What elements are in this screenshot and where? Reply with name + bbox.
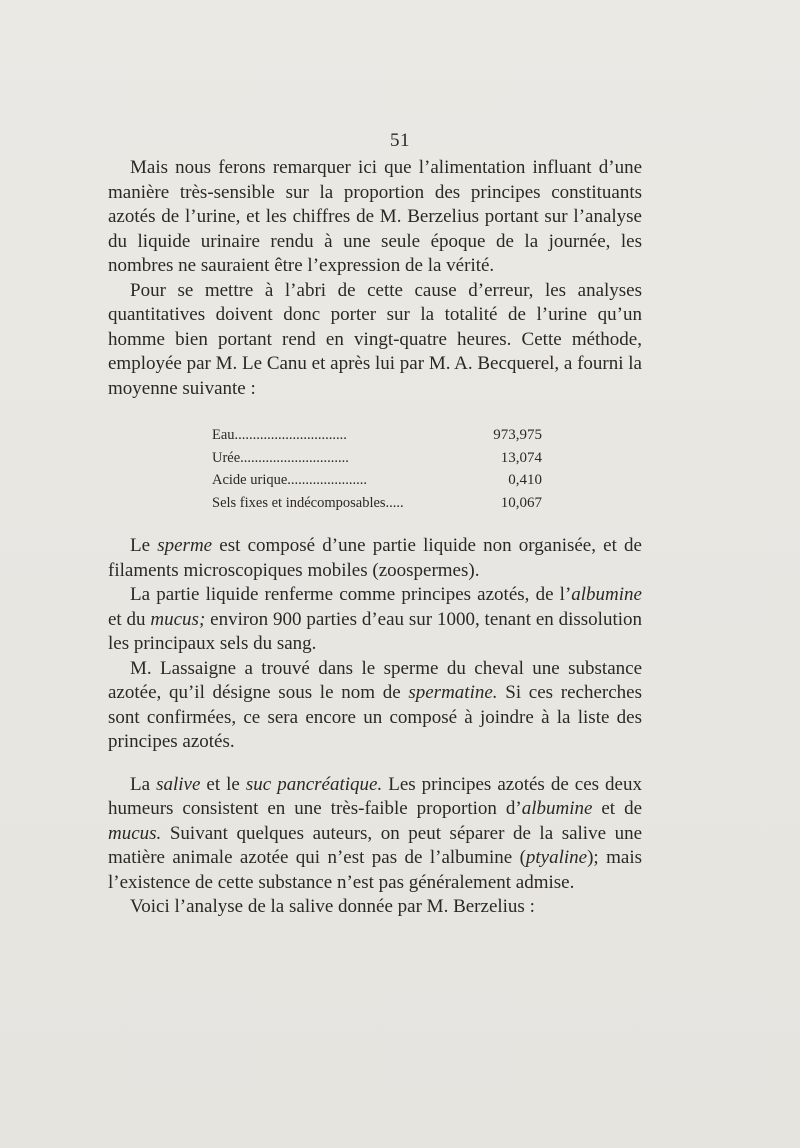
page-number: 51 xyxy=(390,130,410,151)
paragraph-7: Voici l’analyse de la salive donnée par M. Berzelius : xyxy=(130,896,535,917)
table-row xyxy=(212,492,542,515)
table-row xyxy=(212,469,542,492)
paragraph-1: Mais nous ferons remarquer ici que l’alimentation influant d’une manière très-sensible sur la proportion des principes constituants azotés de l’urine, et les chiffres de M. Berzelius portant sur l’analyse du liquide urinaire rendu à une seule époque de la journée, les nombres ne sauraient être l’expression de la vérité. xyxy=(108,157,642,276)
text-block-lower xyxy=(108,534,642,920)
table-row-value: 13,074 xyxy=(500,449,542,466)
urine-composition-table xyxy=(212,424,542,514)
paragraph-3: Le sperme est composé d’une partie liquide non organisée, et de filaments microscopiques mobiles (zoospermes). xyxy=(108,535,642,581)
text-block-upper xyxy=(108,156,642,401)
table-row-label: Eau............................... xyxy=(212,427,347,443)
table-row-label: Urée.............................. xyxy=(212,449,349,466)
table-row-value: 973,975 xyxy=(493,427,542,443)
table-row xyxy=(212,447,542,470)
table-row xyxy=(212,424,542,447)
paragraph-2: Pour se mettre à l’abri de cette cause d’erreur, les analyses quantitatives doivent donc porter sur la totalité de l’urine qu’un homme bien portant rend en vingt-quatre heures. Cette méthode, employée par M. Le Canu et après lui par M. A. Becquerel, a fourni la moyenne suivante : xyxy=(108,279,642,399)
table-row-label: Sels fixes et indécomposables..... xyxy=(212,494,404,511)
paragraph-4: La partie liquide renferme comme principes azotés, de l’albumine et du mucus; environ 900 parties d’eau sur 1000, tenant en dissolution les principaux sels du sang. xyxy=(108,584,642,654)
table-row-value: 10,067 xyxy=(500,494,542,511)
table-row-value: 0,410 xyxy=(508,472,542,489)
paragraph-6: La salive et le suc pancréatique. Les principes azotés de ces deux humeurs consistent en une très-faible proportion d’albumine et de mucus. Suivant quelques auteurs, on peut séparer de la salive une matière animale azotée qui n’est pas de l’albumine (ptyaline); mais l’existence de cette substance n’est pas généralement admise. xyxy=(108,773,642,893)
paragraph-5: M. Lassaigne a trouvé dans le sperme du cheval une substance azotée, qu’il désigne sous le nom de spermatine. Si ces recherches sont confirmées, ce sera encore un composé à joindre à la liste des principes azotés. xyxy=(108,657,642,752)
table-row-label: Acide urique...................... xyxy=(212,472,368,489)
